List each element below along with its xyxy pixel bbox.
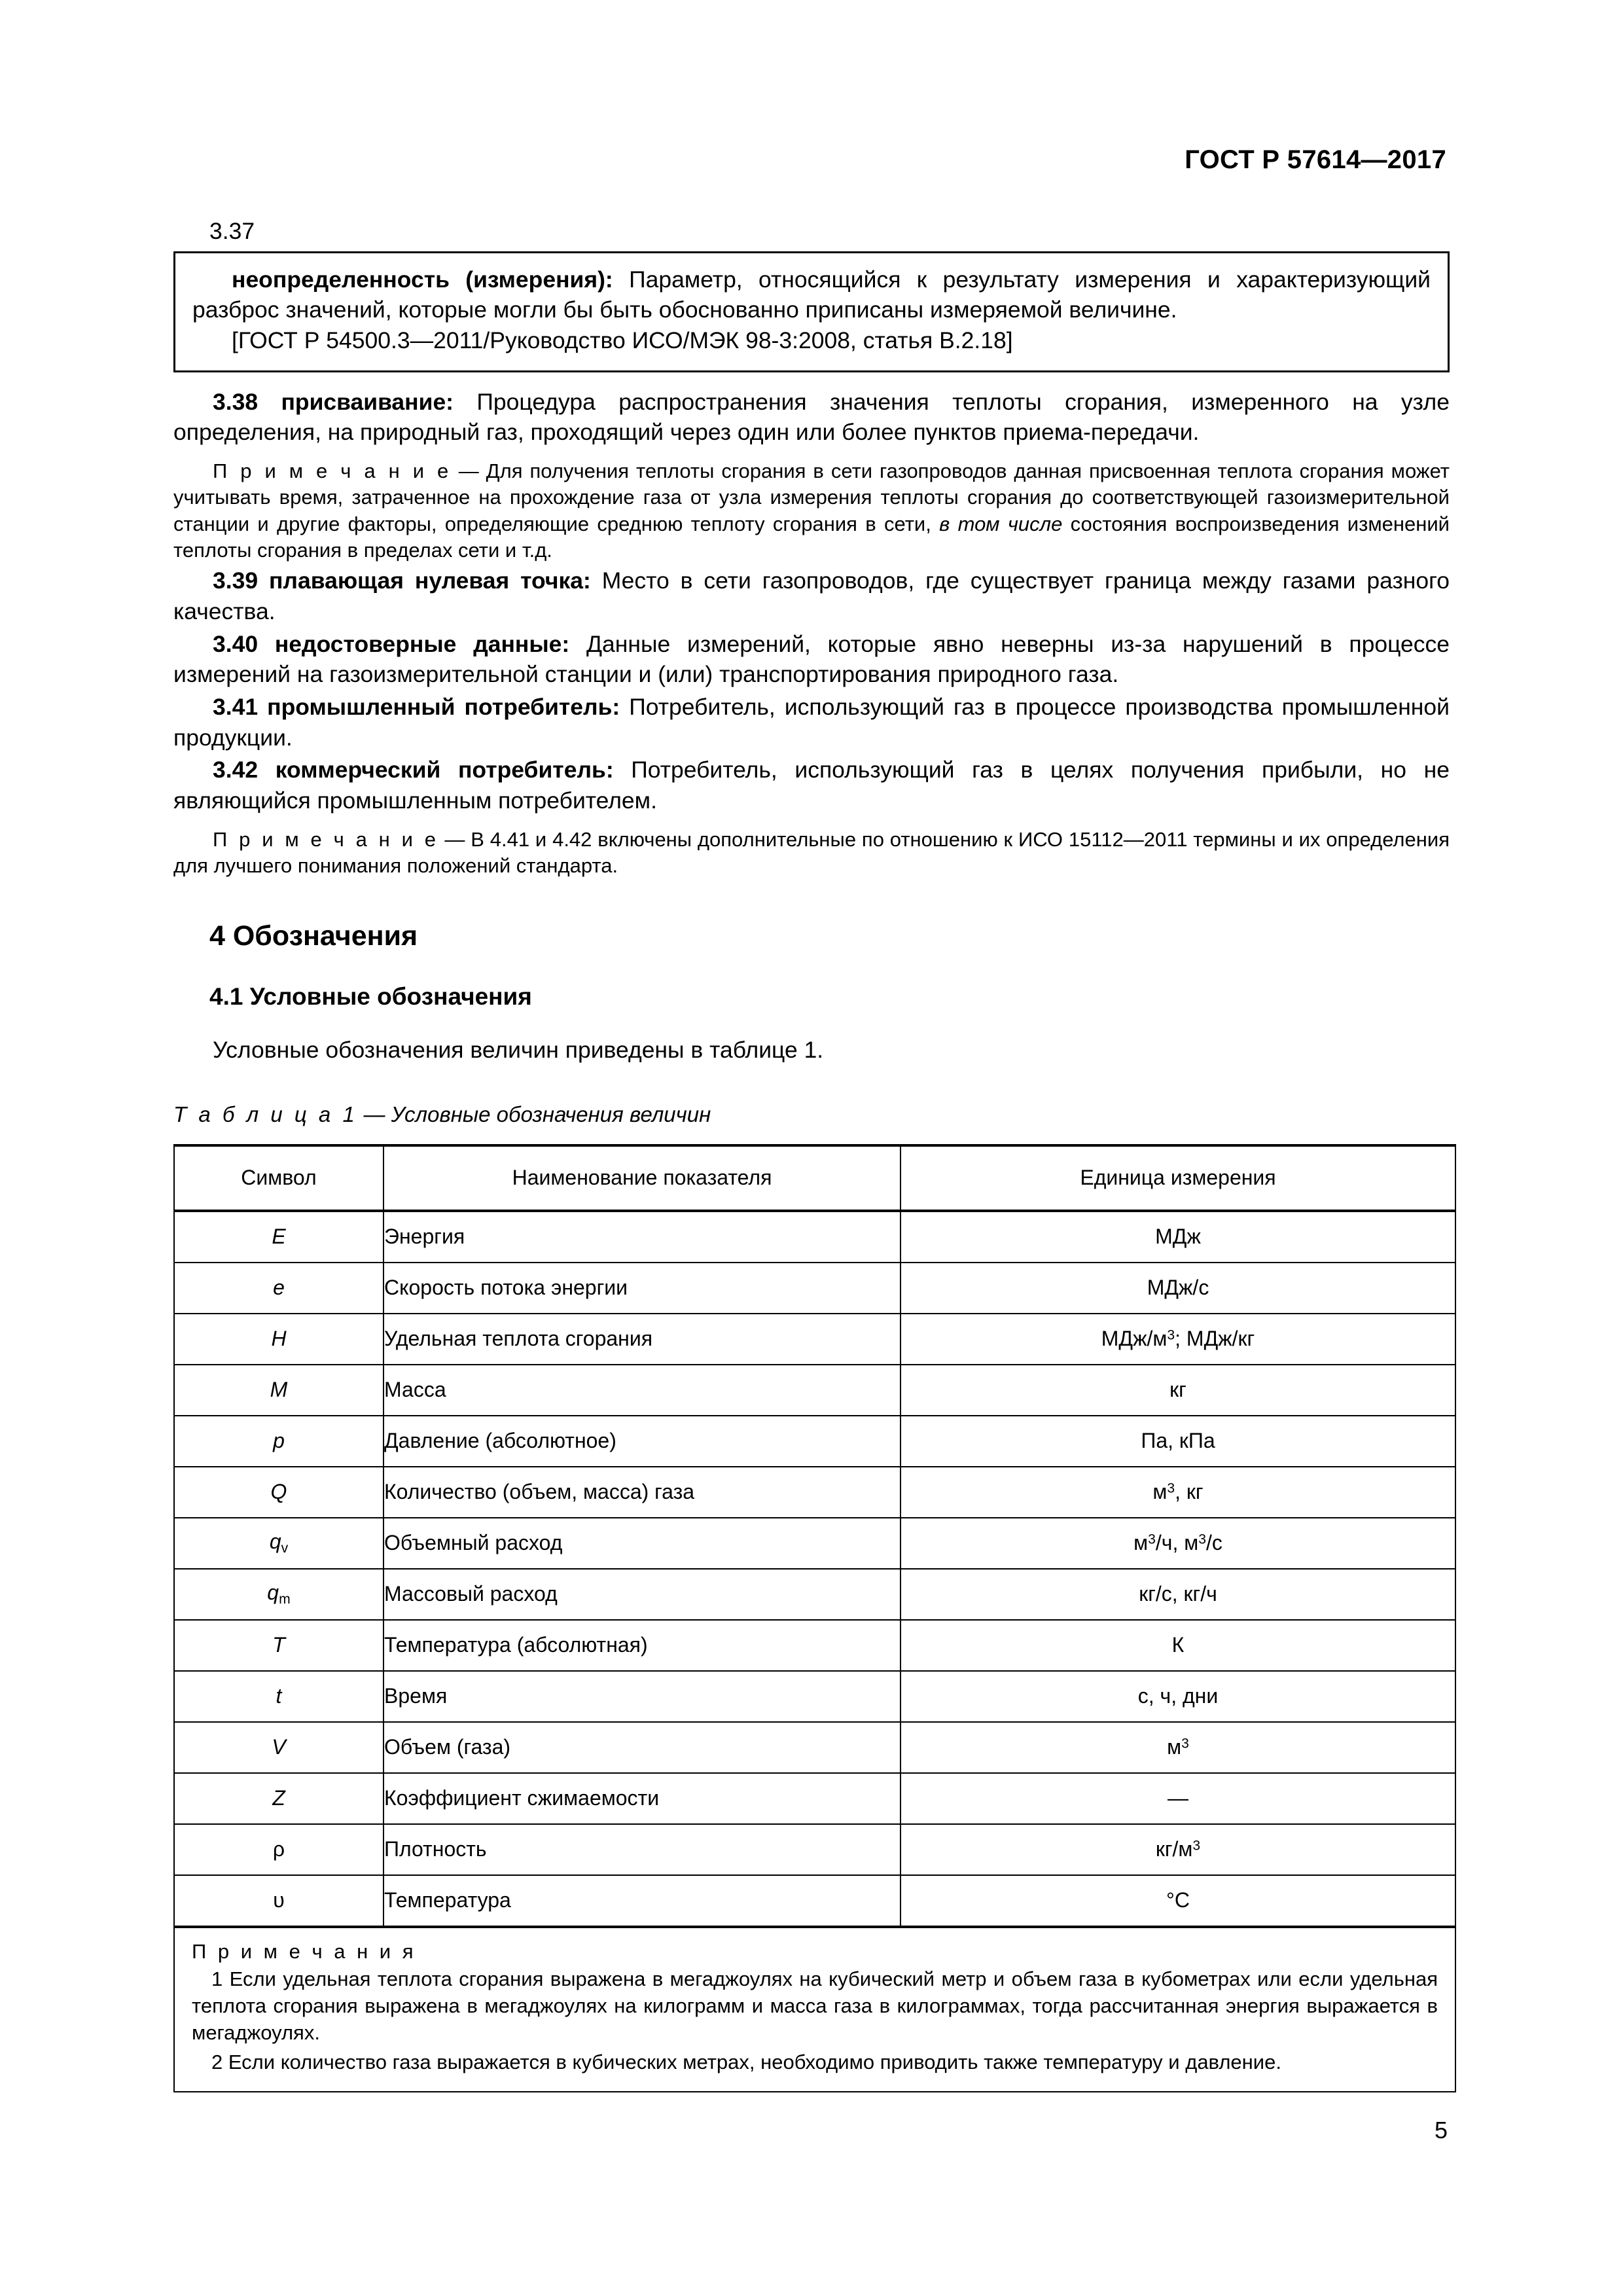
table-cell-unit: кг <box>901 1365 1455 1416</box>
table-cell-name: Массовый расход <box>383 1569 901 1620</box>
table-row <box>174 1416 1455 1467</box>
table-cell-symbol: $q_v$ <box>174 1518 383 1569</box>
note-body-part-a: — Для получения теплоты сгорания в сети газопроводов данная присвоенная теплота сгорания может учитывать время, затраченное на прохождение газа от узла измерения теплоты сгорания до соответствующей газоизмерительной станции и другие факторы, определяющие среднюю теплоту сгорания в сети, <box>173 459 1450 535</box>
clause-3-38 <box>173 387 1450 448</box>
table-row <box>174 1569 1455 1620</box>
table-row <box>174 1875 1455 1927</box>
table-col-header-unit: Единица измерения <box>901 1145 1455 1211</box>
clause-3-42-term: 3.42 коммерческий потребитель: <box>213 757 614 783</box>
table-cell-symbol: t <box>174 1671 383 1722</box>
clause-3-39-body: Место в сети газопроводов, где существует граница между газами разного качества. <box>173 567 1450 624</box>
table-1-symbols <box>173 1144 1456 2093</box>
table-row <box>174 1620 1455 1671</box>
table-cell-unit: кг/с, кг/ч <box>901 1569 1455 1620</box>
running-header-standard-id: ГОСТ Р 57614—2017 <box>1185 145 1446 174</box>
definition-3-37-source: [ГОСТ Р 54500.3—2011/Руководство ИСО/МЭК 98-3:2008, статья В.2.18] <box>232 327 1013 354</box>
table-cell-unit: МДж/$м^3$; МДж/кг <box>901 1314 1455 1365</box>
table-cell-symbol: M <box>174 1365 383 1416</box>
table-row <box>174 1722 1455 1773</box>
table-cell-name: Масса <box>383 1365 901 1416</box>
definition-3-37-text <box>192 264 1431 325</box>
table-1-caption-text: — Условные обозначения величин <box>357 1102 711 1126</box>
table-cell-symbol: e <box>174 1263 383 1314</box>
clause-3-41-body: Потребитель, использующий газ в процессе производства промышленной продукции. <box>173 693 1450 751</box>
table-notes-row <box>174 1927 1455 2092</box>
note-body-part-b: состояния воспроизведения изменений теплоты сгорания в пределах сети и т.д. <box>173 512 1450 562</box>
clause-3-39-term: 3.39 плавающая нулевая точка: <box>213 567 591 594</box>
table-col-header-name: Наименование показателя <box>383 1145 901 1211</box>
table-notes-title: П р и м е ч а н и я <box>192 1939 417 1963</box>
table-notes-cell <box>174 1927 1455 2092</box>
table-cell-unit: К <box>901 1620 1455 1671</box>
note-after-3-38 <box>173 458 1450 564</box>
table-row <box>174 1365 1455 1416</box>
table-cell-name: Коэффициент сжимаемости <box>383 1773 901 1824</box>
unit-superscript: 3 <box>1167 1480 1175 1496</box>
table-cell-unit: $м^3/ч$, $м^3/с$ <box>901 1518 1455 1569</box>
table-1-body <box>174 1211 1455 2092</box>
table-note-2: 2 Если количество газа выражается в кубических метрах, необходимо приводить также температуру и давление. <box>211 2050 1281 2073</box>
table-row <box>174 1467 1455 1518</box>
note-label: П р и м е ч а н и е <box>213 459 452 483</box>
symbol-subscript: m <box>279 1592 291 1607</box>
table-cell-symbol: H <box>174 1314 383 1365</box>
table-cell-name: Скорость потока энергии <box>383 1263 901 1314</box>
clause-3-39 <box>173 565 1450 626</box>
table-cell-symbol: υ <box>174 1875 383 1927</box>
table-cell-unit: — <box>901 1773 1455 1824</box>
definition-3-37-body: Параметр, относящийся к результату измерения и характеризующий разброс значений, которые могли бы быть обоснованно приписаны измеряемой величине. <box>192 266 1431 323</box>
page-content <box>173 216 1450 2092</box>
table-row <box>174 1773 1455 1824</box>
note-body-2: — В 4.41 и 4.42 включены дополнительные по отношению к ИСО 15112—2011 термины и их определения для лучшего понимания положений стандарта. <box>173 827 1450 877</box>
page-number: 5 <box>1434 2117 1448 2144</box>
section-heading-4-1: 4.1 Условные обозначения <box>209 982 532 1010</box>
table-1-caption <box>173 1102 1450 1127</box>
note-after-3-42 <box>173 827 1450 880</box>
table-cell-name: Время <box>383 1671 901 1722</box>
table-cell-symbol: $q_m$ <box>174 1569 383 1620</box>
clause-3-41-term: 3.41 промышленный потребитель: <box>213 693 620 720</box>
table-cell-unit: МДж <box>901 1211 1455 1263</box>
note-body-italic: в том числе <box>939 512 1063 535</box>
table-cell-unit: МДж/с <box>901 1263 1455 1314</box>
table-cell-name: Давление (абсолютное) <box>383 1416 901 1467</box>
table-row <box>174 1263 1455 1314</box>
section-4-1-lead-text: Условные обозначения величин приведены в таблице 1. <box>213 1037 824 1064</box>
table-col-header-symbol: Символ <box>174 1145 383 1211</box>
clause-3-42-body: Потребитель, использующий газ в целях получения прибыли, но не являющийся промышленным потребителем. <box>173 757 1450 814</box>
definition-3-37-term: неопределенность (измерения): <box>232 266 613 293</box>
clause-number-3-37: 3.37 <box>209 218 255 244</box>
definition-box-3-37 <box>173 251 1450 372</box>
table-cell-name: Температура (абсолютная) <box>383 1620 901 1671</box>
table-cell-symbol: Q <box>174 1467 383 1518</box>
table-cell-symbol: Z <box>174 1773 383 1824</box>
table-cell-unit: $кг/м^3$ <box>901 1824 1455 1875</box>
table-cell-name: Плотность <box>383 1824 901 1875</box>
table-cell-symbol: E <box>174 1211 383 1263</box>
clause-3-38-term: 3.38 присваивание: <box>213 388 454 415</box>
table-cell-name: Температура <box>383 1875 901 1927</box>
note-label-2: П р и м е ч а н и е <box>213 827 439 851</box>
table-cell-name: Объемный расход <box>383 1518 901 1569</box>
clause-3-40-body: Данные измерений, которые явно неверны из-за нарушений в процессе измерений на газоизмерительной станции и (или) транспортирования природного газа. <box>173 630 1450 688</box>
table-cell-symbol: V <box>174 1722 383 1773</box>
table-cell-name: Удельная теплота сгорания <box>383 1314 901 1365</box>
table-row <box>174 1211 1455 1263</box>
table-row <box>174 1518 1455 1569</box>
table-cell-name: Энергия <box>383 1211 901 1263</box>
table-cell-symbol: ρ <box>174 1824 383 1875</box>
table-1-caption-label: Т а б л и ц а 1 <box>173 1102 358 1126</box>
table-cell-unit: $м^3$ <box>901 1722 1455 1773</box>
table-cell-name: Объем (газа) <box>383 1722 901 1773</box>
table-row <box>174 1824 1455 1875</box>
clause-3-40-term: 3.40 недостоверные данные: <box>213 630 570 657</box>
unit-superscript: 3 <box>1198 1532 1206 1547</box>
table-cell-symbol: p <box>174 1416 383 1467</box>
unit-superscript: 3 <box>1192 1838 1201 1854</box>
symbol-subscript: v <box>281 1541 289 1556</box>
table-cell-unit: $м^3$, кг <box>901 1467 1455 1518</box>
clause-3-42 <box>173 755 1450 816</box>
table-header-row <box>174 1145 1455 1211</box>
unit-superscript: 3 <box>1181 1736 1189 1751</box>
clause-3-38-body: Процедура распространения значения теплоты сгорания, измеренного на узле определения, на природный газ, проходящий через один или более пунктов приема-передачи. <box>173 388 1450 446</box>
section-heading-4: 4 Обозначения <box>209 920 418 952</box>
table-1-head <box>174 1145 1455 1211</box>
table-cell-unit: с, ч, дни <box>901 1671 1455 1722</box>
unit-superscript: 3 <box>1167 1327 1175 1343</box>
clause-3-41 <box>173 692 1450 753</box>
table-cell-unit: Па, кПа <box>901 1416 1455 1467</box>
table-cell-name: Количество (объем, масса) газа <box>383 1467 901 1518</box>
table-cell-symbol: T <box>174 1620 383 1671</box>
table-row <box>174 1671 1455 1722</box>
clause-3-40 <box>173 629 1450 690</box>
unit-superscript: 3 <box>1148 1532 1156 1547</box>
table-row <box>174 1314 1455 1365</box>
table-cell-unit: °С <box>901 1875 1455 1927</box>
table-note-1: 1 Если удельная теплота сгорания выражена в мегаджоулях на кубический метр и объем газа в кубометрах или если удельная теплота сгорания выражена в мегаджоулях на килограмм и масса газа в килограммах, тогда рассчитанная энергия выражается в мегаджоулях. <box>192 1967 1438 2044</box>
